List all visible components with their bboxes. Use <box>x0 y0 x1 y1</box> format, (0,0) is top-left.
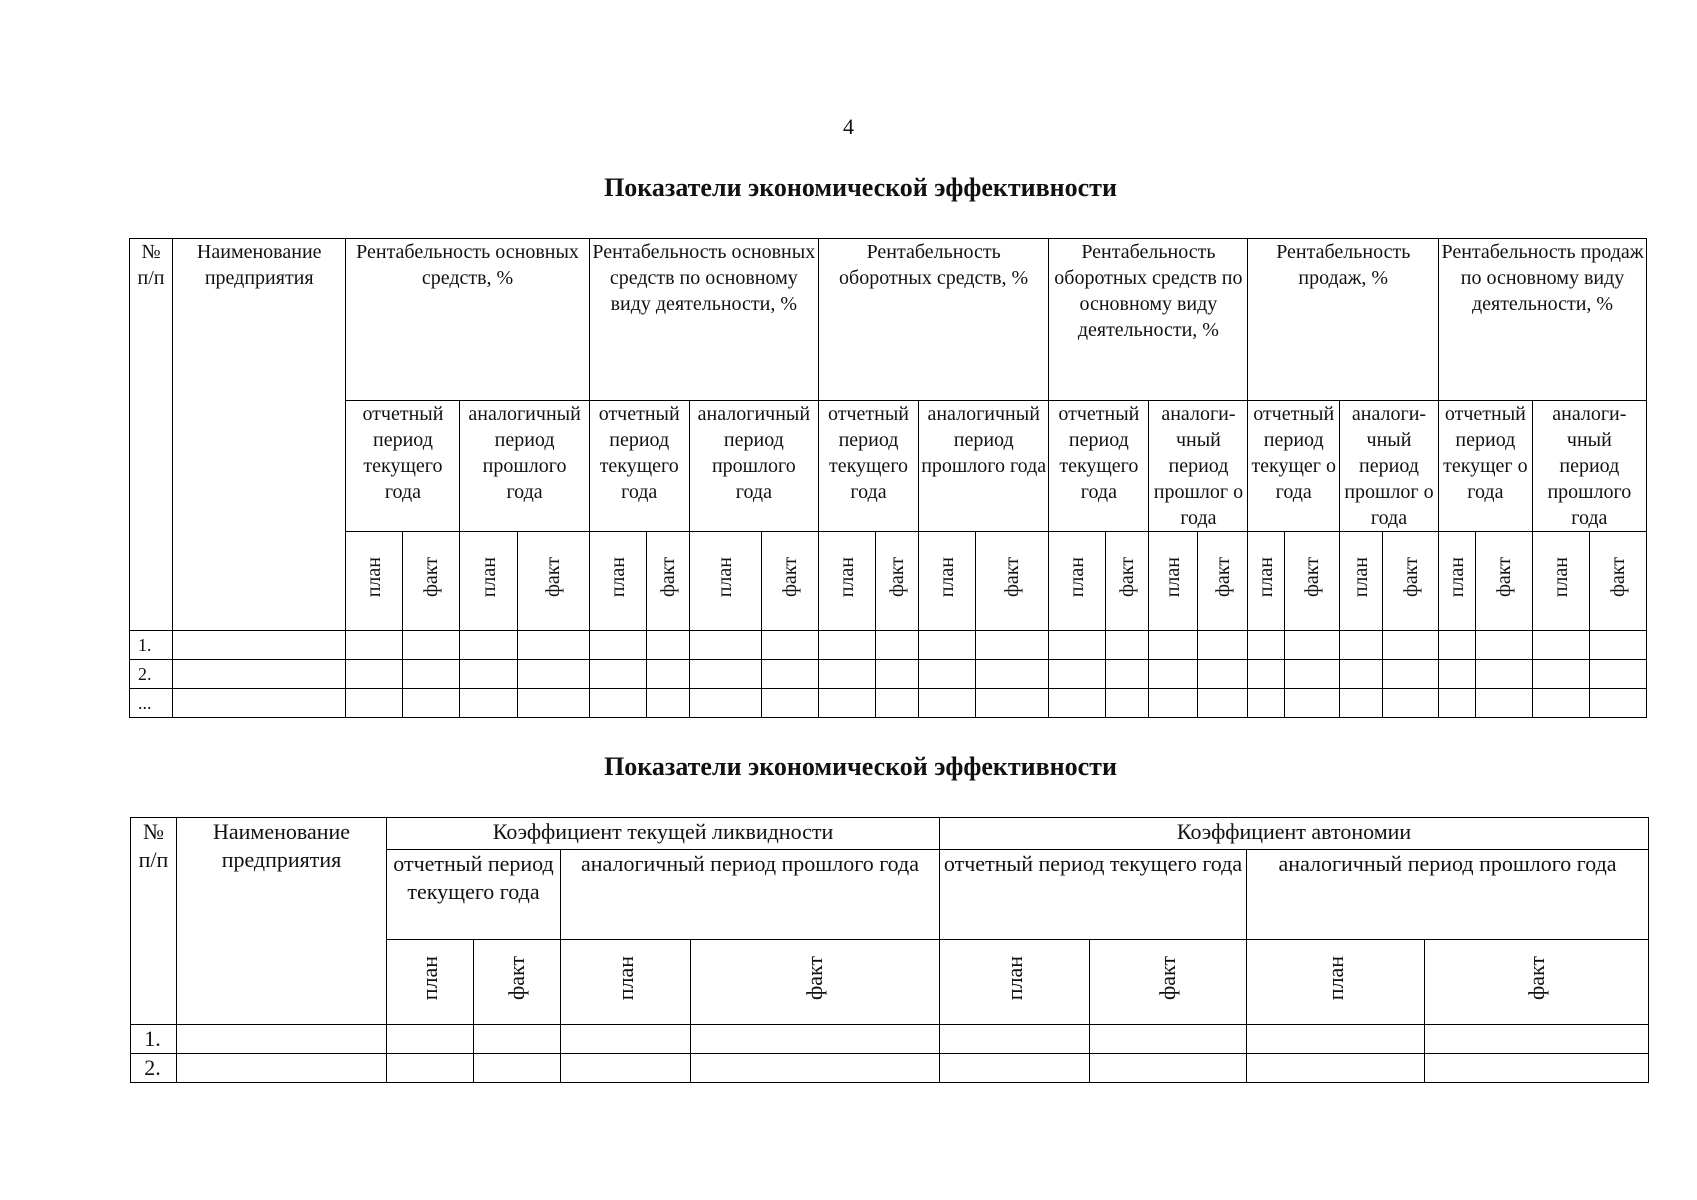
plan-header <box>387 940 474 1025</box>
fact-label: факт <box>1211 557 1234 598</box>
table-row <box>131 1054 1649 1083</box>
group-header: Коэффициент текущей ликвидности <box>387 818 940 850</box>
value-cell[interactable] <box>460 689 517 718</box>
value-cell[interactable] <box>691 1054 940 1083</box>
value-cell[interactable] <box>1090 1025 1247 1054</box>
table2-title: Показатели экономической эффективности <box>604 752 1117 781</box>
value-cell[interactable] <box>1475 689 1532 718</box>
value-cell[interactable] <box>474 1054 561 1083</box>
plan-header <box>1149 532 1197 631</box>
plan-header <box>561 940 691 1025</box>
value-cell[interactable] <box>761 631 818 660</box>
group-header: Коэффициент автономии <box>940 818 1649 850</box>
fact-label: факт <box>420 557 443 598</box>
row-number: 2. <box>130 660 173 689</box>
fact-label: факт <box>1155 956 1181 1001</box>
value-cell[interactable] <box>1532 660 1589 689</box>
value-cell[interactable] <box>1049 689 1106 718</box>
value-cell[interactable] <box>1339 660 1382 689</box>
table-row <box>130 689 1647 718</box>
period-header: аналогичный период прошлог о года <box>1149 401 1248 532</box>
plan-label: план <box>1549 557 1572 598</box>
value-cell[interactable] <box>689 631 761 660</box>
plan-label: план <box>1162 557 1185 598</box>
period-header: аналогичный период прошлого года <box>1247 850 1649 940</box>
fact-header <box>474 940 561 1025</box>
row-number: 1. <box>131 1025 177 1054</box>
value-cell[interactable] <box>1589 631 1646 660</box>
value-cell[interactable] <box>1425 1025 1649 1054</box>
value-cell[interactable] <box>1248 660 1285 689</box>
row-number: 1. <box>130 631 173 660</box>
group-header: Рентабельность основных средств по основному виду деятельности, % <box>589 239 818 401</box>
fact-label: факт <box>1399 557 1422 598</box>
value-cell[interactable] <box>346 689 403 718</box>
value-cell[interactable] <box>517 689 589 718</box>
fact-header <box>976 532 1049 631</box>
fact-header <box>876 532 919 631</box>
plan-label: план <box>1322 956 1348 1001</box>
plan-label: план <box>936 557 959 598</box>
plan-label: план <box>1445 557 1468 598</box>
plan-header <box>589 532 646 631</box>
period-header: отчетный период текущего года <box>387 850 561 940</box>
plan-label: план <box>1066 557 1089 598</box>
plan-header <box>1339 532 1382 631</box>
plan-label: план <box>1255 557 1278 598</box>
value-cell[interactable] <box>689 660 761 689</box>
value-cell[interactable] <box>1106 689 1149 718</box>
value-cell[interactable] <box>1197 689 1248 718</box>
fact-header <box>517 532 589 631</box>
value-cell[interactable] <box>387 1054 474 1083</box>
plan-label: план <box>1349 557 1372 598</box>
value-cell[interactable] <box>1090 1054 1247 1083</box>
fact-header <box>761 532 818 631</box>
name-cell[interactable] <box>173 660 346 689</box>
period-header: аналогичный период прошлого года <box>561 850 940 940</box>
value-cell[interactable] <box>517 660 589 689</box>
value-cell[interactable] <box>1247 1054 1425 1083</box>
value-cell[interactable] <box>589 660 646 689</box>
col-num-header: № п/п <box>131 818 177 1025</box>
plan-header <box>1532 532 1589 631</box>
table-row <box>130 631 1647 660</box>
value-cell[interactable] <box>589 631 646 660</box>
value-cell[interactable] <box>561 1025 691 1054</box>
col-name-header: Наименование предприятия <box>173 239 346 631</box>
value-cell[interactable] <box>818 631 875 660</box>
col-num-header: № п/п <box>130 239 173 631</box>
value-cell[interactable] <box>1106 631 1149 660</box>
fact-label: факт <box>656 557 679 598</box>
value-cell[interactable] <box>517 631 589 660</box>
value-cell[interactable] <box>1383 631 1439 660</box>
fact-header <box>1090 940 1247 1025</box>
value-cell[interactable] <box>460 660 517 689</box>
fact-header <box>1106 532 1149 631</box>
value-cell[interactable] <box>589 689 646 718</box>
liquidity-table <box>130 817 1649 1083</box>
value-cell[interactable] <box>561 1054 691 1083</box>
period-header: аналогичный период прошлого года <box>460 401 589 532</box>
group-header: Рентабельность оборотных средств, % <box>818 239 1048 401</box>
fact-header <box>646 532 689 631</box>
value-cell[interactable] <box>1149 689 1197 718</box>
fact-label: факт <box>1301 557 1323 598</box>
value-cell[interactable] <box>1285 689 1340 718</box>
name-cell[interactable] <box>173 631 346 660</box>
value-cell[interactable] <box>1049 631 1106 660</box>
value-cell[interactable] <box>1532 631 1589 660</box>
value-cell[interactable] <box>1439 631 1476 660</box>
value-cell[interactable] <box>876 660 919 689</box>
value-cell[interactable] <box>1339 631 1382 660</box>
plan-header <box>919 532 976 631</box>
value-cell[interactable] <box>1106 660 1149 689</box>
value-cell[interactable] <box>818 660 875 689</box>
value-cell[interactable] <box>1439 660 1476 689</box>
value-cell[interactable] <box>976 631 1049 660</box>
value-cell[interactable] <box>646 631 689 660</box>
fact-header <box>691 940 940 1025</box>
group-header: Рентабельность основных средств, % <box>346 239 589 401</box>
fact-label: факт <box>1116 557 1139 598</box>
period-header: аналогичный период прошлог о года <box>1339 401 1438 532</box>
period-header: отчетный период текущего года <box>940 850 1247 940</box>
value-cell[interactable] <box>1247 1025 1425 1054</box>
value-cell[interactable] <box>1149 631 1197 660</box>
fact-label: факт <box>1001 557 1024 598</box>
value-cell[interactable] <box>689 689 761 718</box>
plan-label: план <box>612 956 638 1001</box>
value-cell[interactable] <box>1197 631 1248 660</box>
plan-label: план <box>363 557 386 598</box>
value-cell[interactable] <box>1589 689 1646 718</box>
value-cell[interactable] <box>1439 689 1476 718</box>
period-header: аналогичный период прошлого года <box>1532 401 1646 532</box>
fact-label: факт <box>778 557 801 598</box>
period-header: аналогичный период прошлого года <box>919 401 1049 532</box>
period-header: отчетный период текущего года <box>346 401 460 532</box>
value-cell[interactable] <box>940 1025 1090 1054</box>
value-cell[interactable] <box>919 660 976 689</box>
group-header: Рентабельность продаж, % <box>1248 239 1439 401</box>
plan-header <box>1049 532 1106 631</box>
value-cell[interactable] <box>876 689 919 718</box>
group-header: Рентабельность оборотных средств по основному виду деятельности, % <box>1049 239 1248 401</box>
fact-header <box>1425 940 1649 1025</box>
fact-header <box>1197 532 1248 631</box>
name-cell[interactable] <box>177 1025 387 1054</box>
value-cell[interactable] <box>761 660 818 689</box>
plan-label: план <box>1001 956 1027 1001</box>
period-header: отчетный период текущег о года <box>1439 401 1533 532</box>
value-cell[interactable] <box>1589 660 1646 689</box>
value-cell[interactable] <box>1049 660 1106 689</box>
period-header: отчетный период текущего года <box>589 401 689 532</box>
row-number: ... <box>130 689 173 718</box>
value-cell[interactable] <box>646 660 689 689</box>
value-cell[interactable] <box>1425 1054 1649 1083</box>
table1-title: Показатели экономической эффективности <box>604 173 1117 202</box>
fact-label: факт <box>802 956 828 1001</box>
plan-label: план <box>835 557 858 598</box>
value-cell[interactable] <box>403 689 460 718</box>
fact-header <box>1589 532 1646 631</box>
plan-header <box>460 532 517 631</box>
profitability-table <box>129 238 1647 718</box>
value-cell[interactable] <box>474 1025 561 1054</box>
plan-label: план <box>606 557 629 598</box>
value-cell[interactable] <box>691 1025 940 1054</box>
fact-label: факт <box>1606 557 1629 598</box>
value-cell[interactable] <box>1248 631 1285 660</box>
fact-label: факт <box>504 956 529 1001</box>
plan-header <box>346 532 403 631</box>
value-cell[interactable] <box>403 660 460 689</box>
value-cell[interactable] <box>919 689 976 718</box>
name-cell[interactable] <box>177 1054 387 1083</box>
value-cell[interactable] <box>876 631 919 660</box>
fact-header <box>403 532 460 631</box>
fact-label: факт <box>1492 557 1515 598</box>
plan-header <box>689 532 761 631</box>
plan-header <box>818 532 875 631</box>
value-cell[interactable] <box>818 689 875 718</box>
period-header: аналогичный период прошлого года <box>689 401 818 532</box>
value-cell[interactable] <box>1383 689 1439 718</box>
fact-header <box>1285 532 1340 631</box>
page-number: 4 <box>843 114 854 139</box>
value-cell[interactable] <box>387 1025 474 1054</box>
value-cell[interactable] <box>761 689 818 718</box>
value-cell[interactable] <box>646 689 689 718</box>
value-cell[interactable] <box>460 631 517 660</box>
plan-label: план <box>477 557 500 598</box>
value-cell[interactable] <box>1532 689 1589 718</box>
value-cell[interactable] <box>1197 660 1248 689</box>
value-cell[interactable] <box>1339 689 1382 718</box>
value-cell[interactable] <box>1285 660 1340 689</box>
value-cell[interactable] <box>919 631 976 660</box>
value-cell[interactable] <box>1149 660 1197 689</box>
table-row <box>131 1025 1649 1054</box>
value-cell[interactable] <box>976 660 1049 689</box>
period-header: отчетный период текущего года <box>1049 401 1149 532</box>
value-cell[interactable] <box>940 1054 1090 1083</box>
fact-label: факт <box>886 557 909 598</box>
plan-label: план <box>714 557 737 598</box>
value-cell[interactable] <box>346 660 403 689</box>
fact-header <box>1475 532 1532 631</box>
fact-label: факт <box>542 557 565 598</box>
plan-header <box>1248 532 1285 631</box>
value-cell[interactable] <box>1383 660 1439 689</box>
plan-header <box>940 940 1090 1025</box>
period-header: отчетный период текущего года <box>818 401 918 532</box>
fact-label: факт <box>1523 956 1549 1001</box>
row-number: 2. <box>131 1054 177 1083</box>
value-cell[interactable] <box>976 689 1049 718</box>
value-cell[interactable] <box>346 631 403 660</box>
col-name-header: Наименование предприятия <box>177 818 387 1025</box>
table-row <box>130 660 1647 689</box>
plan-label: план <box>417 956 442 1001</box>
plan-header <box>1247 940 1425 1025</box>
value-cell[interactable] <box>1475 631 1532 660</box>
plan-header <box>1439 532 1476 631</box>
group-header: Рентабельность продаж по основному виду деятельности, % <box>1439 239 1647 401</box>
value-cell[interactable] <box>1285 631 1340 660</box>
period-header: отчетный период текущег о года <box>1248 401 1339 532</box>
value-cell[interactable] <box>1248 689 1285 718</box>
name-cell[interactable] <box>173 689 346 718</box>
fact-header <box>1383 532 1439 631</box>
value-cell[interactable] <box>1475 660 1532 689</box>
value-cell[interactable] <box>403 631 460 660</box>
